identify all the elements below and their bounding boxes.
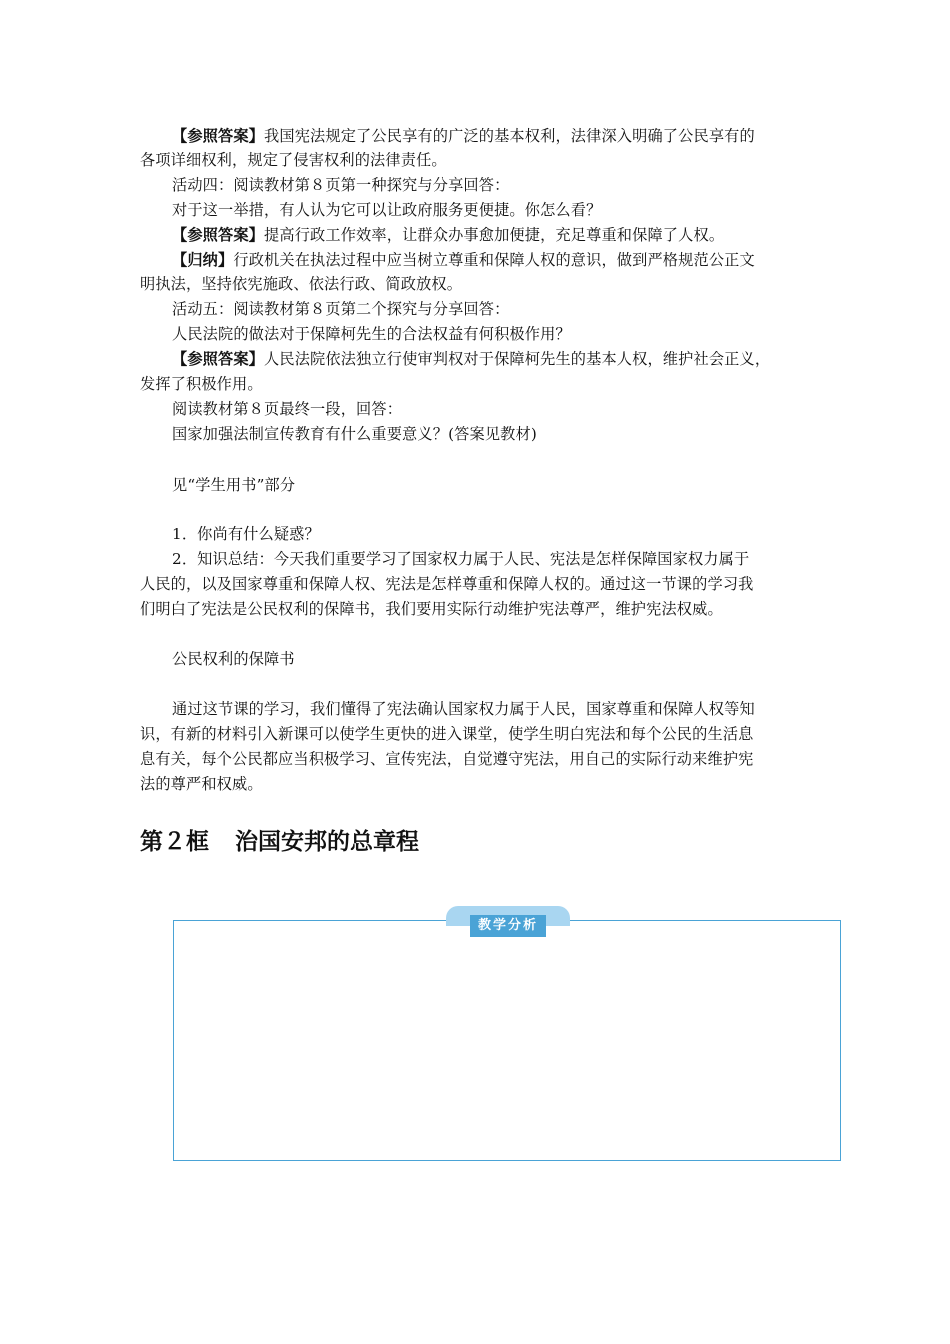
lesson-reflection-cont: 识，有新的材料引入新课可以使学生更快的进入课堂，使学生明白宪法和每个公民的生活息 xyxy=(140,725,754,743)
answer-tag: 【参照答案】 xyxy=(172,226,265,244)
activity-five: 活动五：阅读教材第８页第二个探究与分享回答： xyxy=(172,300,510,318)
answer-paragraph-1 xyxy=(172,124,820,148)
text: 人民法院依法独立行使审判权对于保障柯先生的基本人权，维护社会正义， xyxy=(264,350,771,368)
text: 行政机关在执法过程中应当树立尊重和保障人权的意识，做到严格规范公正文 xyxy=(233,251,755,269)
section-title: 治国安邦的总章程 xyxy=(235,829,419,855)
question-five: 人民法院的做法对于保障柯先生的合法权益有何积极作用？ xyxy=(172,325,571,343)
text: 提高行政工作效率，让群众办事愈加便捷，充足尊重和保障了人权。 xyxy=(264,226,725,244)
teaching-analysis-tab xyxy=(446,906,570,934)
lesson-reflection-cont: 息有关，每个公民都应当积极学习、宣传宪法，自觉遵守宪法，用自己的实际行动来维护宪 xyxy=(140,750,754,768)
answer-tag: 【参照答案】 xyxy=(172,350,265,368)
question-four: 对于这一举措，有人认为它可以让政府服务更便捷。你怎么看？ xyxy=(172,201,602,219)
teaching-analysis-label: 教学分析 xyxy=(470,915,546,937)
board-title: 公民权利的保障书 xyxy=(172,650,295,668)
teaching-analysis-box xyxy=(173,920,841,1161)
student-book-note: 见“学生用书”部分 xyxy=(172,476,296,494)
reading-question: 国家加强法制宣传教育有什么重要意义？(答案见教材) xyxy=(172,425,537,443)
answer-paragraph-2 xyxy=(172,223,820,247)
reflection-item-1: 1．你尚有什么疑惑？ xyxy=(172,525,320,543)
lesson-reflection-cont: 法的尊严和权威。 xyxy=(140,775,263,793)
answer-paragraph-3-cont: 发挥了积极作用。 xyxy=(140,375,263,393)
answer-paragraph-1-cont: 各项详细权利，规定了侵害权利的法律责任。 xyxy=(140,151,447,169)
activity-four: 活动四：阅读教材第８页第一种探究与分享回答： xyxy=(172,176,510,194)
reading-instruction: 阅读教材第８页最终一段，回答： xyxy=(172,400,403,418)
section-number: 第２框 xyxy=(140,829,209,855)
text: 我国宪法规定了公民享有的广泛的基本权利，法律深入明确了公民享有的 xyxy=(264,127,755,145)
section-heading xyxy=(140,826,419,858)
summary-paragraph-cont: 明执法，坚持依宪施政、依法行政、简政放权。 xyxy=(140,275,463,293)
answer-paragraph-3 xyxy=(172,347,820,371)
summary-tag: 【归纳】 xyxy=(172,251,234,269)
answer-tag: 【参照答案】 xyxy=(172,127,265,145)
reflection-item-2: 2．知识总结：今天我们重要学习了国家权力属于人民、宪法是怎样保障国家权力属于 xyxy=(172,550,750,568)
reflection-item-2-cont: 们明白了宪法是公民权利的保障书，我们要用实际行动维护宪法尊严，维护宪法权威。 xyxy=(140,600,723,618)
summary-paragraph xyxy=(172,248,820,272)
lesson-reflection: 通过这节课的学习，我们懂得了宪法确认国家权力属于人民，国家尊重和保障人权等知 xyxy=(172,700,755,718)
reflection-item-2-cont: 人民的，以及国家尊重和保障人权、宪法是怎样尊重和保障人权的。通过这一节课的学习我 xyxy=(140,575,754,593)
